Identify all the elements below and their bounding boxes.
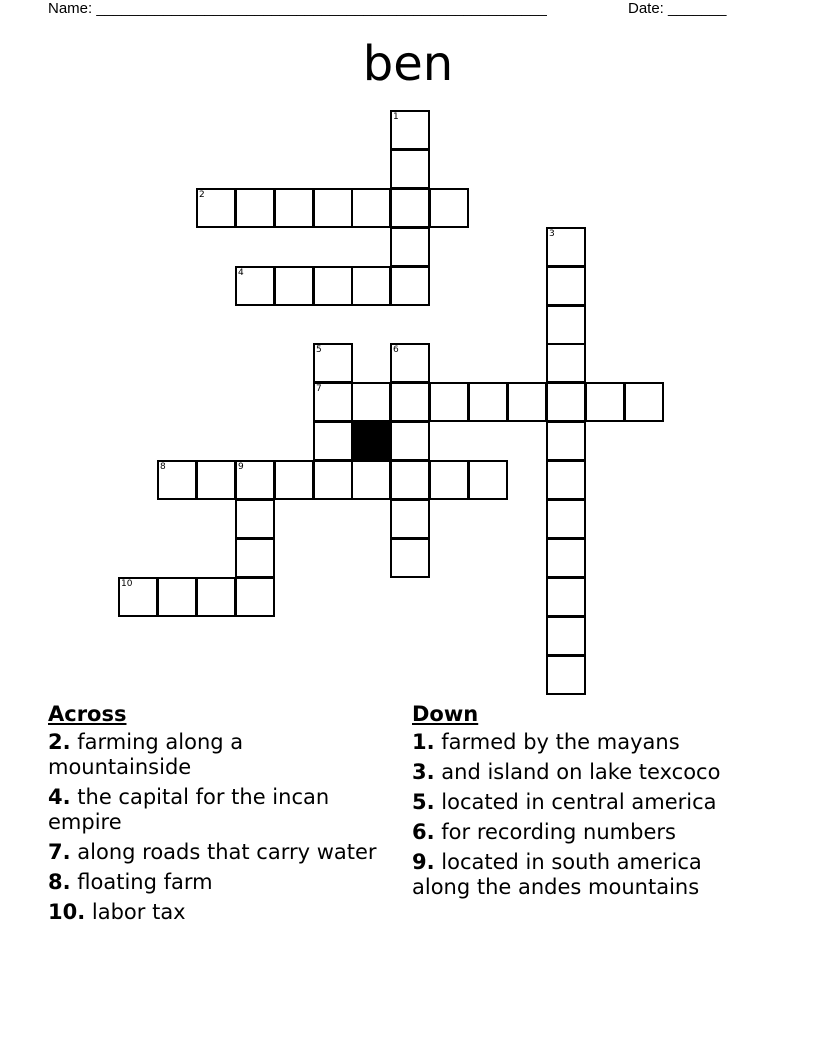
grid-cell[interactable]: [546, 616, 586, 656]
clue-number-label: 10: [121, 579, 133, 589]
clue-number-label: 3: [549, 229, 555, 239]
grid-cell[interactable]: [546, 499, 586, 539]
date-field[interactable]: Date: _______: [628, 0, 727, 17]
grid-cell[interactable]: [274, 188, 314, 228]
clue-number: 10.: [48, 900, 86, 924]
clue-number-label: 5: [316, 345, 322, 355]
grid-cell[interactable]: [196, 460, 236, 500]
clue-down-5: [412, 790, 752, 815]
grid-cell[interactable]: [429, 382, 469, 422]
grid-cell[interactable]: [351, 266, 391, 306]
clue-number-label: 7: [316, 384, 322, 394]
clue-across-7: [48, 840, 378, 865]
grid-cell[interactable]: [507, 382, 547, 422]
clue-number: 4.: [48, 785, 71, 809]
grid-cell[interactable]: [546, 577, 586, 617]
puzzle-title: ben: [362, 36, 454, 92]
clue-number-label: 1: [393, 112, 399, 122]
across-clues: [48, 702, 378, 930]
down-clues: [412, 702, 752, 905]
grid-cell[interactable]: [313, 382, 353, 422]
grid-cell[interactable]: [235, 538, 275, 578]
grid-cell[interactable]: [546, 538, 586, 578]
grid-cell[interactable]: [546, 266, 586, 306]
grid-cell[interactable]: [390, 499, 430, 539]
clue-across-4: [48, 785, 378, 835]
clue-number: 2.: [48, 730, 71, 754]
grid-cell[interactable]: [585, 382, 625, 422]
grid-cell[interactable]: [546, 421, 586, 461]
grid-cell[interactable]: [429, 188, 469, 228]
black-square: [351, 421, 391, 461]
clue-number-label: 4: [238, 268, 244, 278]
grid-cell[interactable]: [390, 421, 430, 461]
grid-cell[interactable]: [235, 460, 275, 500]
clue-across-2: [48, 730, 378, 780]
grid-cell[interactable]: [313, 421, 353, 461]
grid-cell[interactable]: [546, 305, 586, 345]
grid-cell[interactable]: [390, 110, 430, 150]
grid-cell[interactable]: [157, 460, 197, 500]
grid-cell[interactable]: [274, 266, 314, 306]
clue-down-9: [412, 850, 752, 900]
grid-cell[interactable]: [313, 343, 353, 383]
grid-cell[interactable]: [390, 460, 430, 500]
grid-cell[interactable]: [390, 227, 430, 267]
clue-number-label: 2: [199, 190, 205, 200]
clue-number: 3.: [412, 760, 435, 784]
grid-cell[interactable]: [313, 266, 353, 306]
grid-cell[interactable]: [546, 382, 586, 422]
clue-text: farming along a mountainside: [48, 730, 244, 779]
grid-cell[interactable]: [546, 227, 586, 267]
clue-text: located in south america along the andes mountains: [412, 850, 702, 899]
grid-cell[interactable]: [235, 188, 275, 228]
grid-cell[interactable]: [157, 577, 197, 617]
clue-text: for recording numbers: [441, 820, 676, 844]
clue-text: and island on lake texcoco: [441, 760, 721, 784]
grid-cell[interactable]: [390, 188, 430, 228]
clue-text: floating farm: [77, 870, 213, 894]
clue-number-label: 8: [160, 462, 166, 472]
clue-number: 9.: [412, 850, 435, 874]
clue-number: 5.: [412, 790, 435, 814]
across-heading: Across: [48, 702, 127, 726]
grid-cell[interactable]: [118, 577, 158, 617]
clue-text: along roads that carry water: [77, 840, 377, 864]
grid-cell[interactable]: [313, 460, 353, 500]
grid-cell[interactable]: [546, 343, 586, 383]
clue-number: 7.: [48, 840, 71, 864]
grid-cell[interactable]: [196, 188, 236, 228]
clue-down-3: [412, 760, 752, 785]
grid-cell[interactable]: [274, 460, 314, 500]
grid-cell[interactable]: [235, 577, 275, 617]
grid-cell[interactable]: [390, 266, 430, 306]
grid-cell[interactable]: [390, 149, 430, 189]
grid-cell[interactable]: [468, 460, 508, 500]
grid-cell[interactable]: [390, 382, 430, 422]
clue-text: farmed by the mayans: [441, 730, 680, 754]
grid-cell[interactable]: [468, 382, 508, 422]
grid-cell[interactable]: [351, 188, 391, 228]
grid-cell[interactable]: [390, 343, 430, 383]
grid-cell[interactable]: [313, 188, 353, 228]
grid-cell[interactable]: [235, 499, 275, 539]
grid-cell[interactable]: [351, 460, 391, 500]
clue-across-8: [48, 870, 378, 895]
grid-cell[interactable]: [390, 538, 430, 578]
clue-text: the capital for the incan empire: [48, 785, 330, 834]
grid-cell[interactable]: [546, 655, 586, 695]
grid-cell[interactable]: [429, 460, 469, 500]
clue-text: located in central america: [441, 790, 717, 814]
clue-number: 6.: [412, 820, 435, 844]
grid-cell[interactable]: [196, 577, 236, 617]
clue-number-label: 6: [393, 345, 399, 355]
grid-cell[interactable]: [351, 382, 391, 422]
grid-cell[interactable]: [546, 460, 586, 500]
clue-number-label: 9: [238, 462, 244, 472]
name-field[interactable]: Name: ______________________________________________________: [48, 0, 547, 17]
clue-down-1: [412, 730, 752, 755]
clue-number: 1.: [412, 730, 435, 754]
clue-down-6: [412, 820, 752, 845]
clue-across-10: [48, 900, 378, 925]
grid-cell[interactable]: [235, 266, 275, 306]
clue-text: labor tax: [91, 900, 186, 924]
down-heading: Down: [412, 702, 479, 726]
grid-cell[interactable]: [624, 382, 664, 422]
clue-number: 8.: [48, 870, 71, 894]
